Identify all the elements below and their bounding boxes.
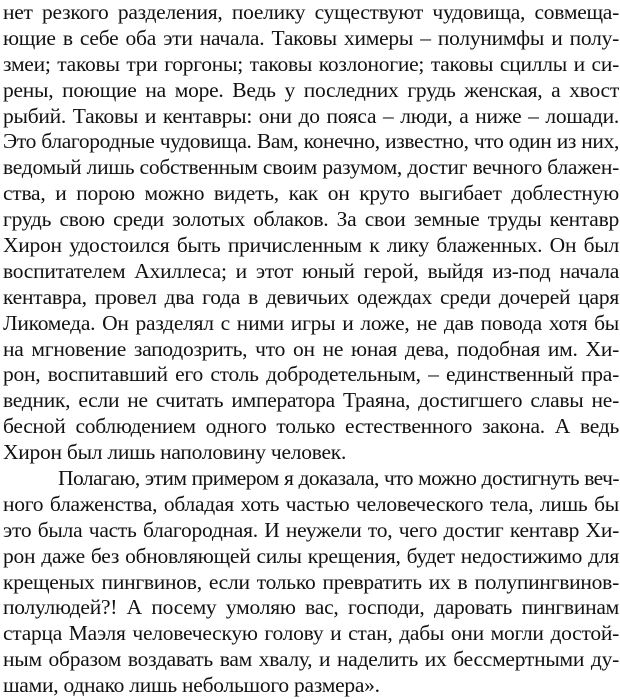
text-line: на мгновение заподозрить, что он не юная дева, подобная им. Хи- xyxy=(3,336,619,361)
text-line: рены, поющие на море. Ведь у последних грудь женская, а хвост xyxy=(3,77,619,102)
text-line: рыбий. Таковы и кентавры: они до пояса – люди, а ниже – лошади. xyxy=(3,103,619,128)
text-line: грудь свою среди золотых облаков. За свои земные труды кентавр xyxy=(3,207,619,232)
paragraph-2 xyxy=(3,466,619,699)
paragraph-1 xyxy=(3,0,619,466)
text-line: ющие в себе оба эти начала. Таковы химеры – полунимфы и полу- xyxy=(3,25,619,50)
text-line: полулюдей?! А посему умоляю вас, господи, даровать пингвинам xyxy=(3,595,619,620)
text-line: нет резкого разделения, поелику существуют чудовища, совмеща- xyxy=(3,0,619,24)
text-line-last: Хирон был лишь наполовину человек. xyxy=(3,440,347,465)
text-line: Хирон удостоился быть причисленным к лику блаженных. Он был xyxy=(3,233,619,258)
text-line: Это благородные чудовища. Вам, конечно, известно, что один из них, xyxy=(3,129,619,154)
text-line-indented: Полагаю, этим примером я доказала, что можно достигнуть веч- xyxy=(58,466,619,491)
text-line: ства, и порою можно видеть, как он круто выгибает доблестную xyxy=(3,181,619,206)
text-line: ного блаженства, обладая хоть частью человеческого тела, лишь бы xyxy=(3,491,619,516)
text-line: воспитателем Ахиллеса; и этот юный герой, выйдя из-под начала xyxy=(3,258,619,283)
text-line: бесной соблюдением одного только естественного закона. А ведь xyxy=(3,414,619,439)
text-line-last: шами, однако лишь небольшого размера». xyxy=(3,673,380,698)
text-line: кентавра, провел два года в девичьих одеждах среди дочерей царя xyxy=(3,284,619,309)
text-line: змеи; таковы три горгоны; таковы козлоногие; таковы сциллы и си- xyxy=(3,51,619,76)
text-line: ведомый лишь собственным своим разумом, достиг вечного блажен- xyxy=(3,155,619,180)
text-line: старца Маэля человеческую голову и стан, дабы они могли достой- xyxy=(3,621,619,646)
text-line: крещеных пингвинов, если только превратить их в полупингвинов- xyxy=(3,569,619,594)
book-page xyxy=(3,0,619,699)
text-line: Ликомеда. Он разделял с ними игры и ложе, не дав повода хотя бы xyxy=(3,310,619,335)
text-line: ведник, если не считать императора Траяна, достигшего славы не- xyxy=(3,388,619,413)
text-line: рон даже без обновляющей силы крещения, будет недостижимо для xyxy=(3,543,619,568)
text-line: ным образом воздавать вам хвалу, и наделить их бессмертными ду- xyxy=(3,647,619,672)
text-line: это была часть благородная. И неужели то, чего достиг кентавр Хи- xyxy=(3,517,619,542)
text-line: рон, воспитавший его столь добродетельным, – единственный пра- xyxy=(3,362,619,387)
